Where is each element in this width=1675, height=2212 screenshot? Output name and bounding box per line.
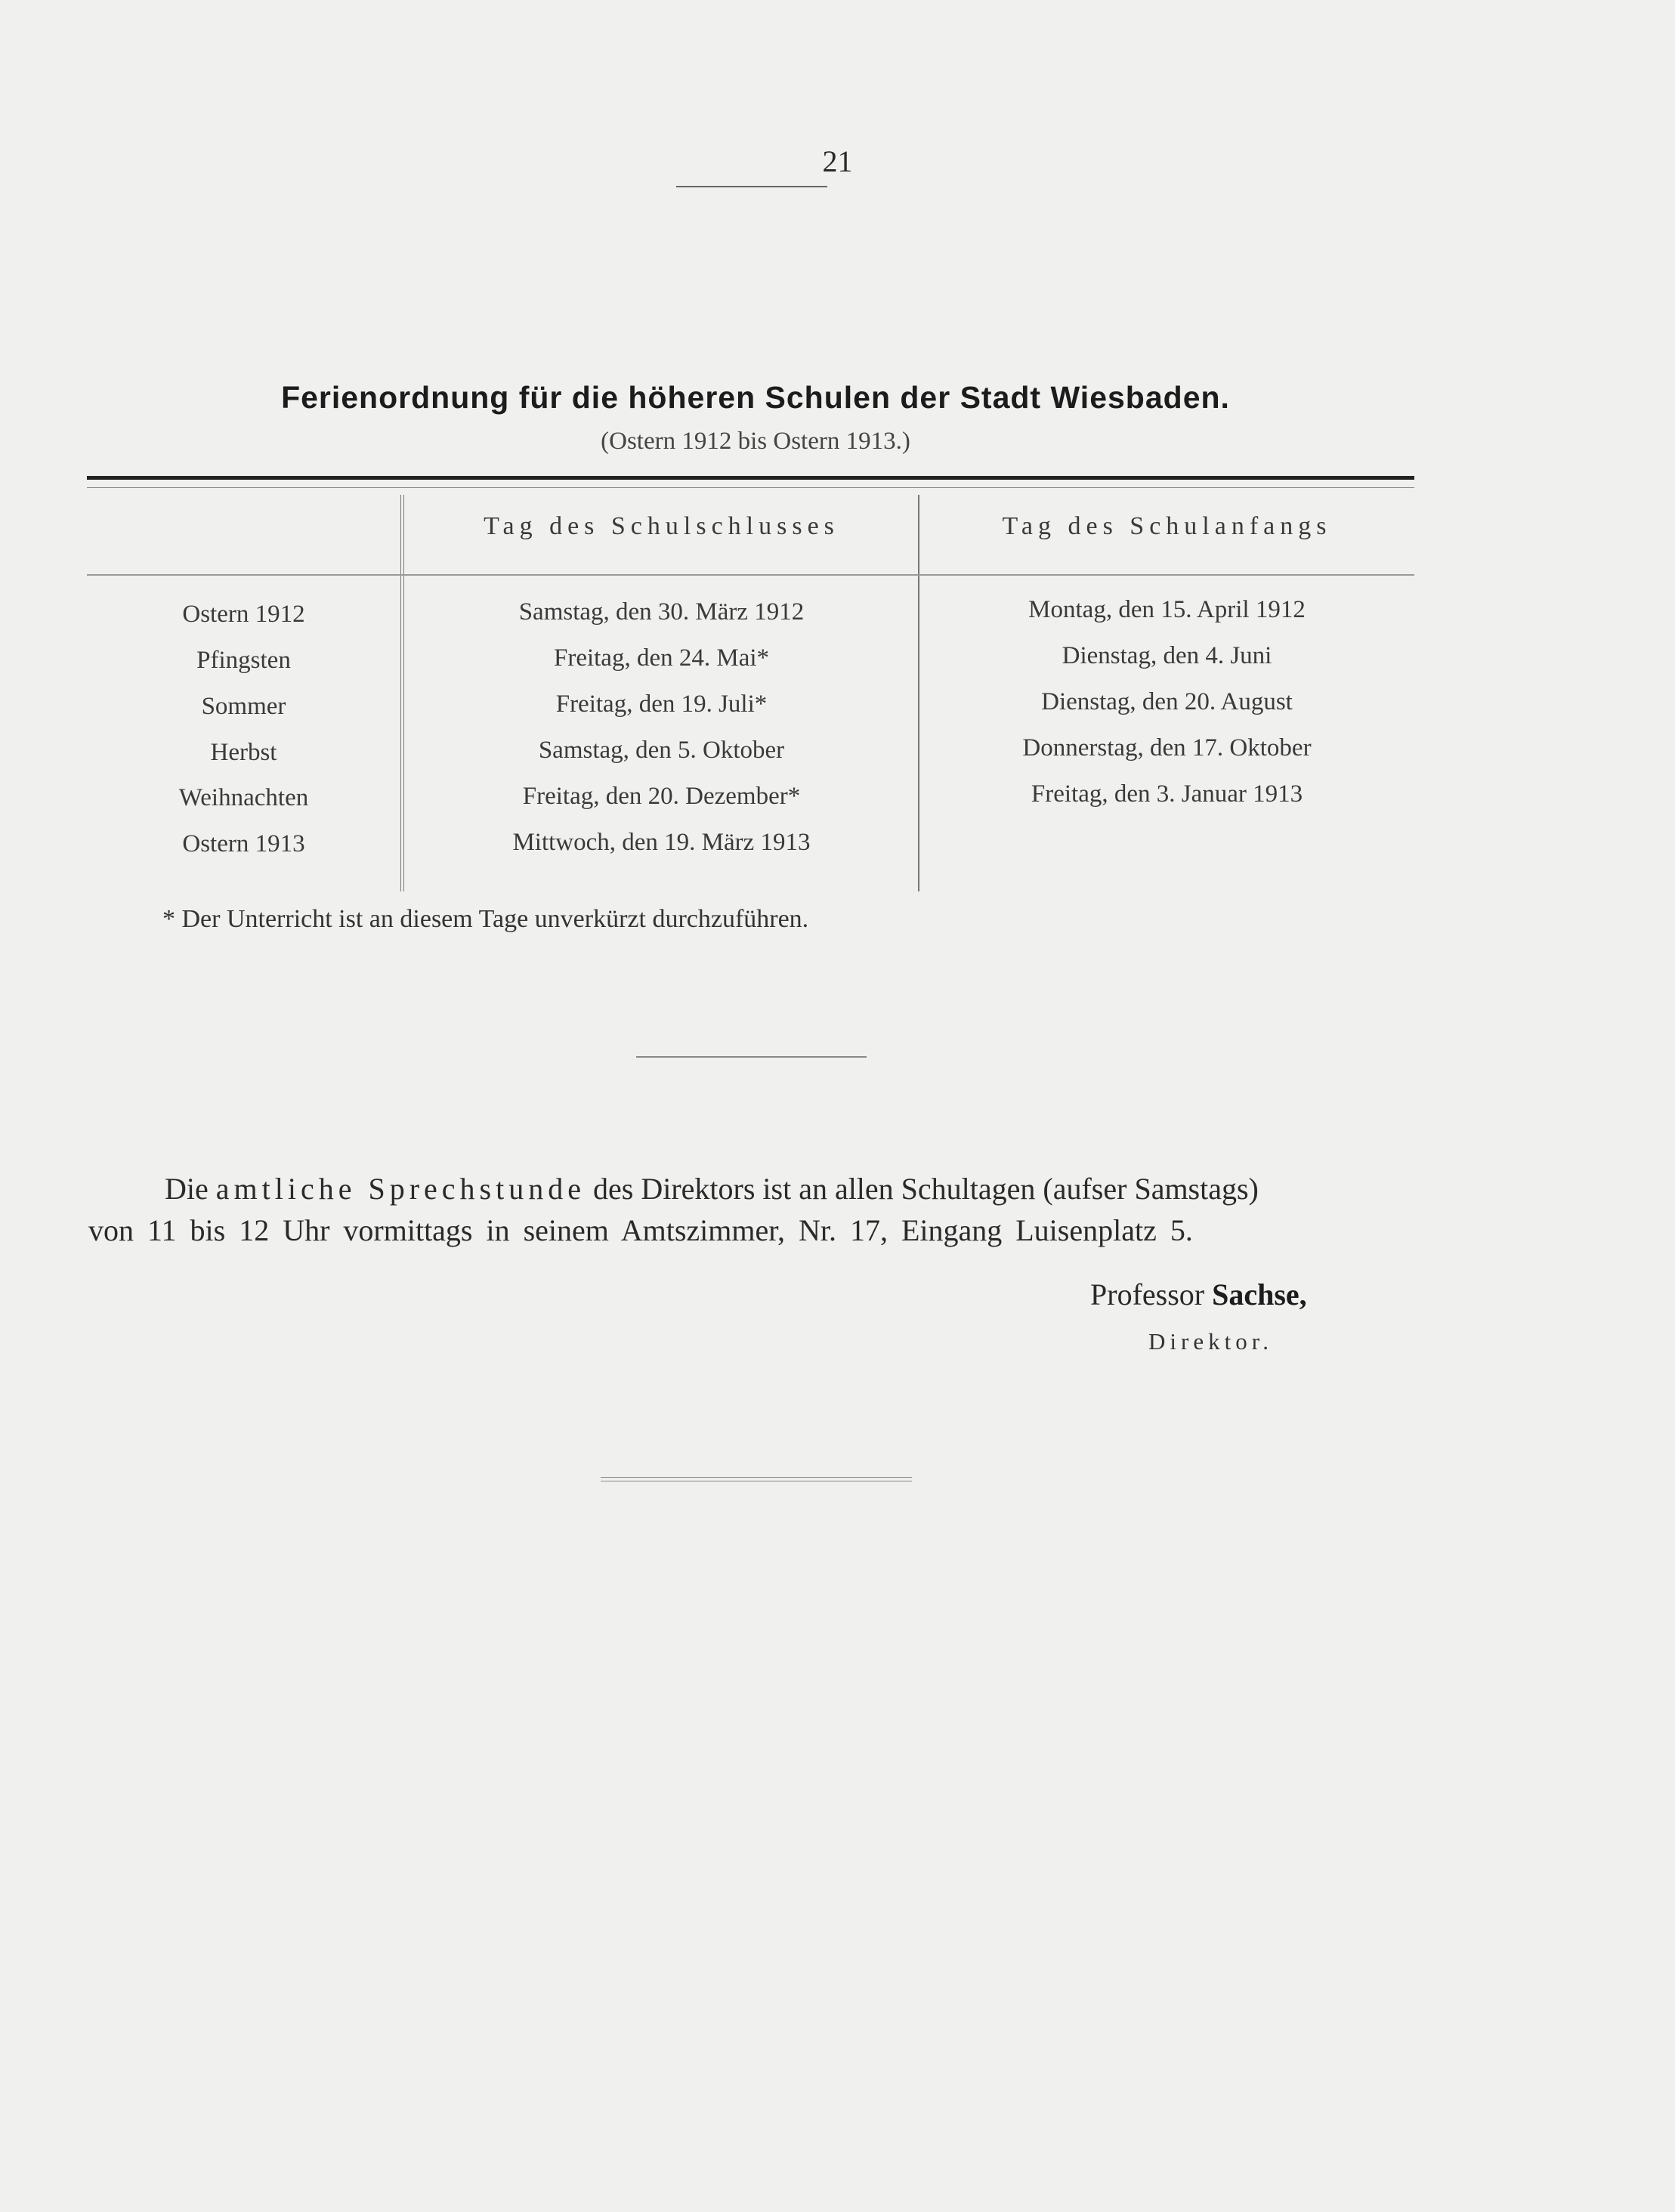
table-cell-start: Montag, den 15. April 1912 [1028,596,1306,623]
table-cell-end: Freitag, den 19. Juli* [555,690,768,718]
table-cell-end: Freitag, den 20. Dezember* [522,783,801,810]
page-number: 21 [822,144,853,178]
office-hours-line-1 [165,1171,1259,1206]
document-subtitle: (Ostern 1912 bis Ostern 1913.) [601,428,910,455]
signature-role: Direktor. [1148,1328,1274,1355]
table-cell-period: Weihnachten [178,784,309,811]
table-cell-period: Herbst [210,739,277,766]
table-cell-period: Ostern 1913 [182,830,305,857]
footnote: * Der Unterricht ist an diesem Tage unverkürzt durchzuführen. [162,905,809,933]
document-title: Ferienordnung für die höheren Schulen der Stadt Wiesbaden. [281,380,1230,415]
column-divider [400,495,404,891]
table-cell-start: Freitag, den 3. Januar 1913 [1031,780,1303,808]
closing-rule [601,1477,912,1481]
signature [1090,1277,1307,1312]
table-cell-start: Dienstag, den 4. Juni [1062,642,1272,669]
table-cell-end: Samstag, den 5. Oktober [538,737,785,764]
table-cell-end: Freitag, den 24. Mai* [553,644,770,672]
office-hours-line-2: von 11 bis 12 Uhr vormittags in seinem Amtszimmer, Nr. 17, Eingang Luisenplatz 5. [88,1213,1193,1247]
table-cell-end: Samstag, den 30. März 1912 [518,598,805,626]
header-rule [87,574,1414,576]
paragraph-text: Die [165,1172,209,1206]
table-top-thin-rule [87,487,1414,488]
paragraph-emphasis: amtliche Sprechstunde [215,1172,586,1206]
page-number-underline [676,186,827,187]
table-top-rule [87,476,1414,480]
signature-name: Sachse, [1212,1277,1307,1311]
signature-prefix: Professor [1090,1277,1205,1311]
table-cell-start: Dienstag, den 20. August [1041,688,1293,715]
table-cell-period: Ostern 1912 [182,601,305,628]
paragraph-text: des Direktors ist an allen Schultagen (aufser Samstags) [593,1172,1259,1206]
table-cell-period: Pfingsten [196,647,291,674]
header-school-end: Tag des Schulschlusses [484,512,839,540]
table-cell-period: Sommer [201,693,286,720]
table-cell-end: Mittwoch, den 19. März 1913 [512,829,811,856]
table-cell-start: Donnerstag, den 17. Oktober [1022,734,1312,762]
header-school-start: Tag des Schulanfangs [1002,512,1332,540]
separator-rule [636,1056,867,1058]
